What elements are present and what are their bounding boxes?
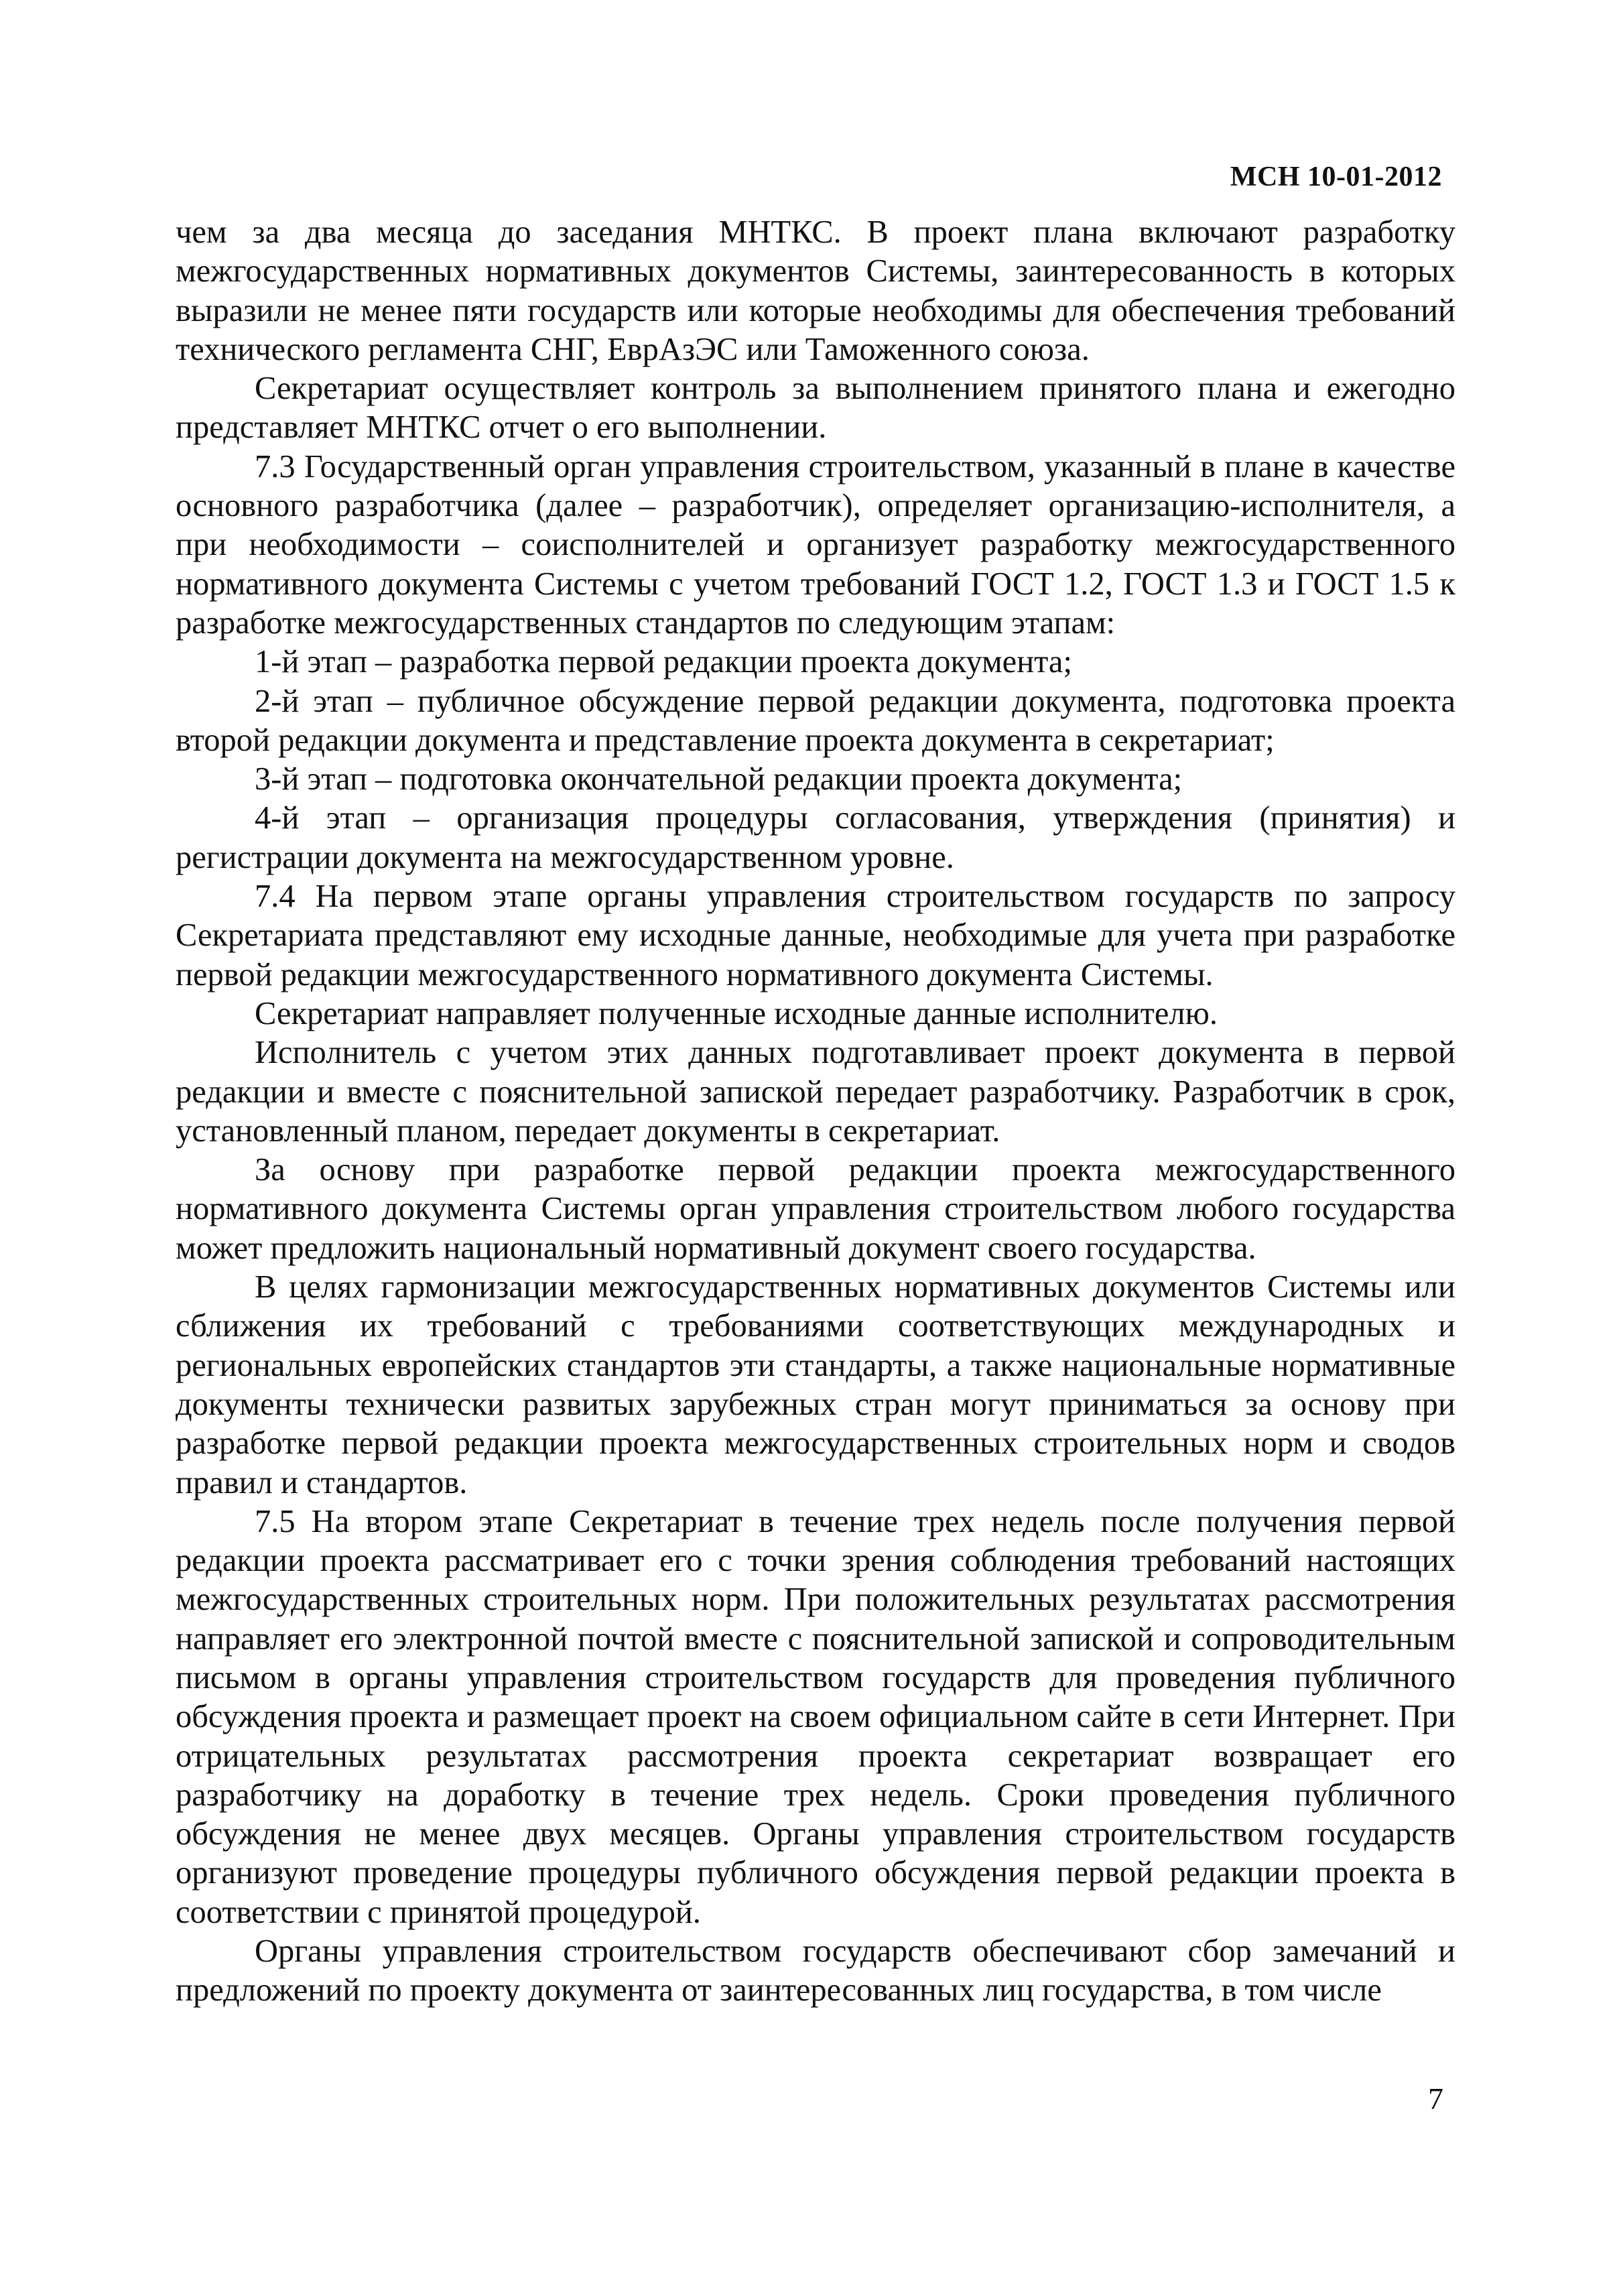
paragraph-4: 1-й этап – разработка первой редакции проекта документа; — [255, 644, 1072, 680]
paragraph-11: За основу при разработке первой редакции проекта межгосударственного нормативного документа Системы орган управления строительством любого государства может предложить национальный нормативный документ своего государства. — [176, 1152, 1455, 1266]
page-number: 7 — [1428, 2082, 1443, 2116]
paragraph-8: 7.4 На первом этапе органы управления строительством государств по запросу Секретариата представляют ему исходные данные, необходимые для учета при разработке первой редакции межгосударственного нормативного документа Системы. — [176, 879, 1455, 993]
paragraph-12: В целях гармонизации межгосударственных нормативных документов Системы или сближения их требований с требованиями соответствующих международных и региональных европейских стандартов эти стандарты, а также национальные нормативные документы технически развитых зарубежных стран могут приниматься за основу при разработке первой редакции проекта межгосударственных строительных норм и сводов правил и стандартов. — [176, 1269, 1455, 1501]
paragraph-10: Исполнитель с учетом этих данных подготавливает проект документа в первой редакции и вместе с пояснительной запиской передает разработчику. Разработчик в срок, установленный планом, передает документы в секретариат. — [176, 1035, 1455, 1149]
paragraph-5: 2-й этап – публичное обсуждение первой редакции документа, подготовка проекта второй редакции документа и представление проекта документа в секретариат; — [176, 683, 1455, 758]
paragraph-13: 7.5 На втором этапе Секретариат в течение трех недель после получения первой редакции проекта рассматривает его с точки зрения соблюдения требований настоящих межгосударственных строительных норм. При положительных результатах рассмотрения направляет его электронной почтой вместе с пояснительной запиской и сопроводительным письмом в органы управления строительством государств для проведения публичного обсуждения проекта и размещает проект на своем официальном сайте в сети Интернет. При отрицательных результатах рассмотрения проекта секретариат возвращает его разработчику на доработку в течение трех недель. Сроки проведения публичного обсуждения не менее двух месяцев. Органы управления строительством государств организуют проведение процедуры публичного обсуждения первой редакции проекта в соответствии с принятой процедурой. — [176, 1503, 1455, 1930]
paragraph-2: Секретариат осуществляет контроль за выполнением принятого плана и ежегодно представляет МНТКС отчет о его выполнении. — [176, 371, 1455, 446]
paragraph-9: Секретариат направляет полученные исходные данные исполнителю. — [255, 995, 1218, 1031]
document-code: МСН 10-01-2012 — [1230, 162, 1442, 192]
document-body — [176, 213, 1455, 2011]
paragraph-3: 7.3 Государственный орган управления строительством, указанный в плане в качестве основного разработчика (далее – разработчик), определяет организацию-исполнителя, а при необходимости – соисполнителей и организует разработку межгосударственного нормативного документа Системы с учетом требований ГОСТ 1.2, ГОСТ 1.3 и ГОСТ 1.5 к разработке межгосударственных стандартов по следующим этапам: — [176, 448, 1455, 641]
paragraph-6: 3-й этап – подготовка окончательной редакции проекта документа; — [255, 761, 1183, 798]
paragraph-14: Органы управления строительством государств обеспечивают сбор замечаний и предложений по проекту документа от заинтересованных лиц государства, в том числе — [176, 1933, 1455, 2008]
paragraph-1: чем за два месяца до заседания МНТКС. В проект плана включают разработку межгосударственных нормативных документов Системы, заинтересованность в которых выразили не менее пяти государств или которые необходимы для обеспечения требований технического регламента СНГ, ЕврАзЭС или Таможенного союза. — [176, 214, 1455, 367]
paragraph-7: 4-й этап – организация процедуры согласования, утверждения (принятия) и регистрации документа на межгосударственном уровне. — [176, 800, 1455, 875]
